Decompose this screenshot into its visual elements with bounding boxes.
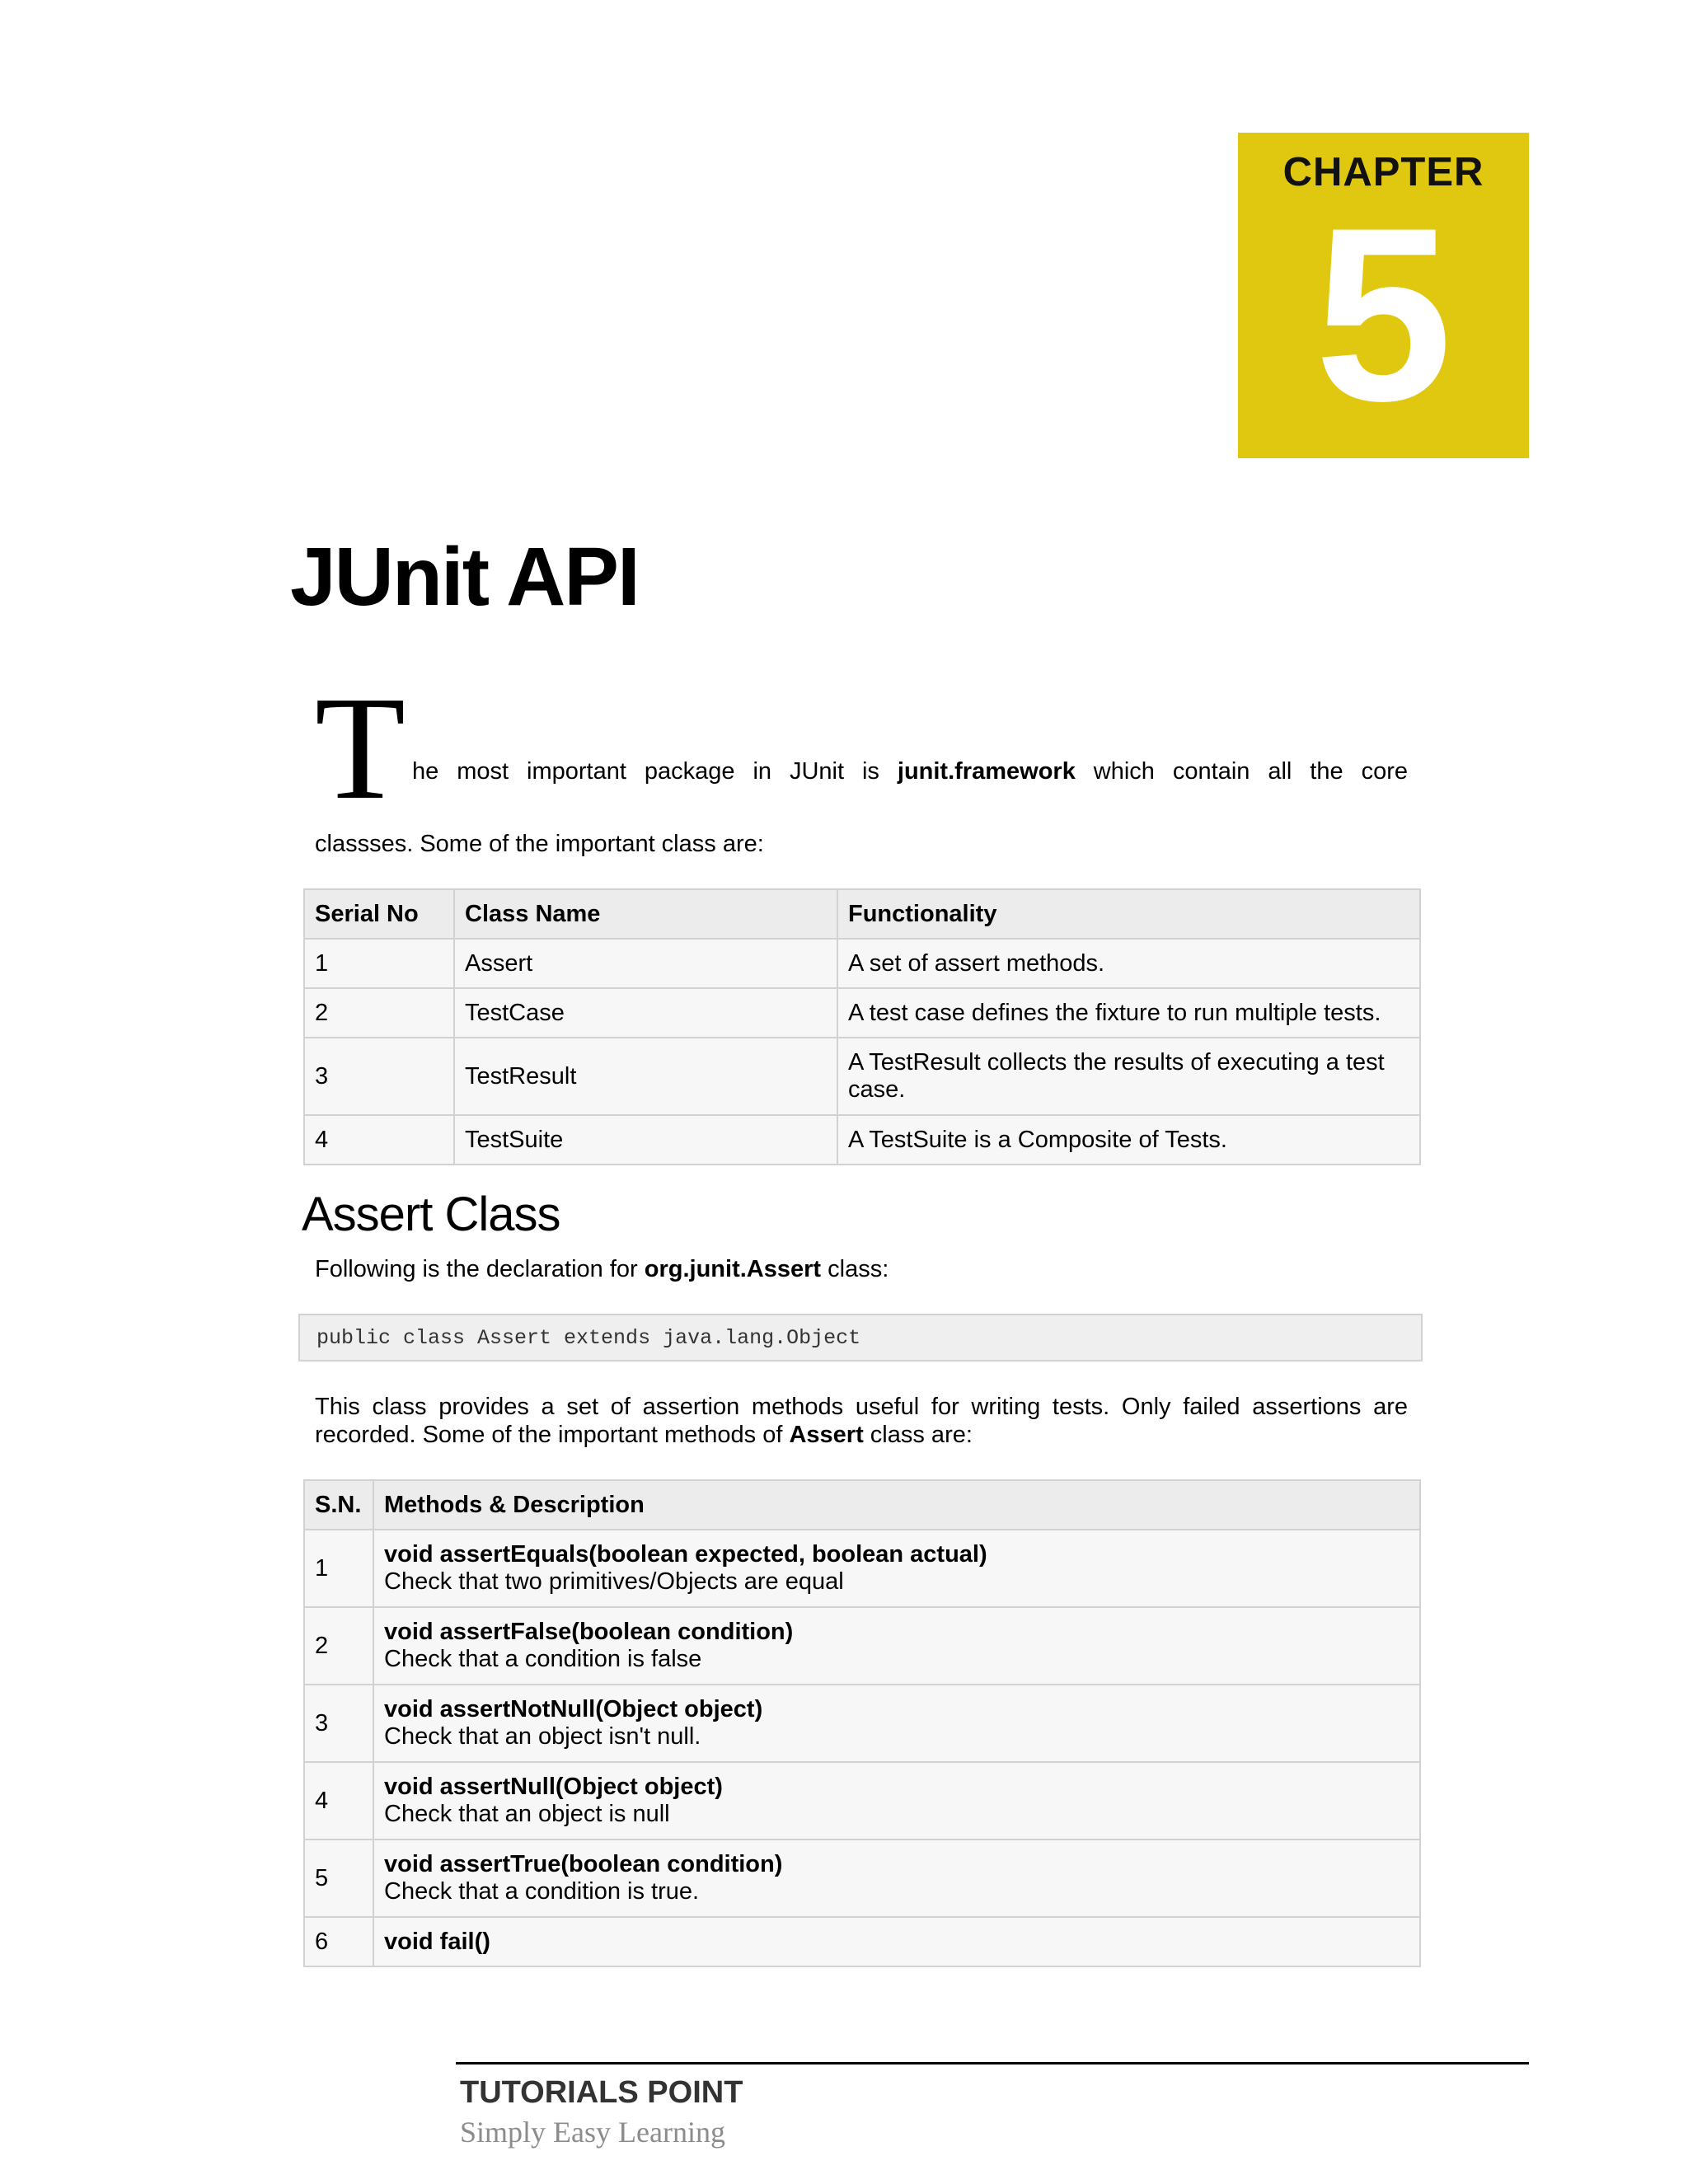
sn-cell: 2 <box>304 1607 373 1685</box>
decl-class-name: org.junit.Assert <box>644 1256 822 1282</box>
classes-table <box>303 888 1421 1165</box>
table-row <box>304 1840 1420 1917</box>
sn-cell: 4 <box>304 1762 373 1840</box>
code-block <box>298 1314 1423 1361</box>
package-name: junit.framework <box>897 758 1076 785</box>
method-cell <box>373 1685 1420 1762</box>
sn-cell: 3 <box>304 1685 373 1762</box>
page-title: JUnit API <box>290 531 639 623</box>
method-description: Check that an object isn't null. <box>384 1723 701 1750</box>
method-signature: void assertNotNull(Object object) <box>384 1696 763 1722</box>
method-description: Check that two primitives/Objects are equal <box>384 1568 844 1595</box>
method-description: Check that a condition is false <box>384 1646 702 1672</box>
functionality-cell: A test case defines the fixture to run multiple tests. <box>837 988 1420 1038</box>
serial-cell: 3 <box>304 1038 454 1115</box>
sn-cell: 1 <box>304 1530 373 1607</box>
assert-description <box>315 1393 1408 1449</box>
column-header: Methods & Description <box>373 1480 1420 1530</box>
serial-cell: 4 <box>304 1115 454 1165</box>
table-row <box>304 1115 1420 1165</box>
table-row <box>304 1038 1420 1115</box>
method-cell <box>373 1917 1420 1966</box>
table-header-row <box>304 889 1420 939</box>
declaration-text <box>315 1256 889 1283</box>
methods-table <box>303 1479 1421 1967</box>
code-line: public class Assert extends java.lang.Object <box>316 1326 861 1350</box>
method-cell <box>373 1762 1420 1840</box>
chapter-number: 5 <box>1315 176 1452 452</box>
intro-text-cont: which contain all the core <box>1075 758 1408 785</box>
table-row <box>304 1762 1420 1840</box>
table-header-row <box>304 1480 1420 1530</box>
method-cell <box>373 1530 1420 1607</box>
table-row <box>304 1917 1420 1966</box>
footer-tagline: Simply Easy Learning <box>460 2116 725 2149</box>
method-description: Check that a condition is true. <box>384 1878 700 1905</box>
table-row <box>304 1607 1420 1685</box>
class-name-cell: TestCase <box>454 988 837 1038</box>
table-row <box>304 1530 1420 1607</box>
method-signature: void fail() <box>384 1928 490 1955</box>
chapter-badge <box>1238 133 1529 458</box>
table-row <box>304 1685 1420 1762</box>
section-heading: Assert Class <box>302 1188 560 1241</box>
para-text-cont: class are: <box>863 1422 973 1448</box>
table-row <box>304 988 1420 1038</box>
method-cell <box>373 1840 1420 1917</box>
class-name-cell: Assert <box>454 939 837 988</box>
serial-cell: 1 <box>304 939 454 988</box>
class-name-cell: TestResult <box>454 1038 837 1115</box>
sn-cell: 6 <box>304 1917 373 1966</box>
intro-line-2: classses. Some of the important class are: <box>315 831 764 857</box>
method-signature: void assertEquals(boolean expected, boolean actual) <box>384 1541 987 1568</box>
para-bold: Assert <box>789 1422 864 1448</box>
footer-brand: TUTORIALS POINT <box>460 2075 743 2110</box>
method-cell <box>373 1607 1420 1685</box>
para-text: This class provides a set of assertion methods useful for writing tests. Only failed assertions are recorded. Some of the important methods of <box>315 1394 1408 1448</box>
column-header: Serial No <box>304 889 454 939</box>
functionality-cell: A set of assert methods. <box>837 939 1420 988</box>
footer-divider <box>456 2062 1529 2064</box>
intro-line-1 <box>412 758 1408 785</box>
drop-cap: T <box>315 666 406 830</box>
decl-text-cont: class: <box>821 1256 889 1282</box>
column-header: Functionality <box>837 889 1420 939</box>
serial-cell: 2 <box>304 988 454 1038</box>
functionality-cell: A TestSuite is a Composite of Tests. <box>837 1115 1420 1165</box>
table-row <box>304 939 1420 988</box>
functionality-cell: A TestResult collects the results of executing a test case. <box>837 1038 1420 1115</box>
method-signature: void assertFalse(boolean condition) <box>384 1619 794 1645</box>
class-name-cell: TestSuite <box>454 1115 837 1165</box>
method-description: Check that an object is null <box>384 1801 670 1827</box>
column-header: Class Name <box>454 889 837 939</box>
method-signature: void assertTrue(boolean condition) <box>384 1851 783 1877</box>
column-header: S.N. <box>304 1480 373 1530</box>
sn-cell: 5 <box>304 1840 373 1917</box>
method-signature: void assertNull(Object object) <box>384 1774 723 1800</box>
chapter-label: CHAPTER <box>1282 150 1484 194</box>
decl-text: Following is the declaration for <box>315 1256 645 1282</box>
intro-text: he most important package in JUnit is <box>412 758 898 785</box>
